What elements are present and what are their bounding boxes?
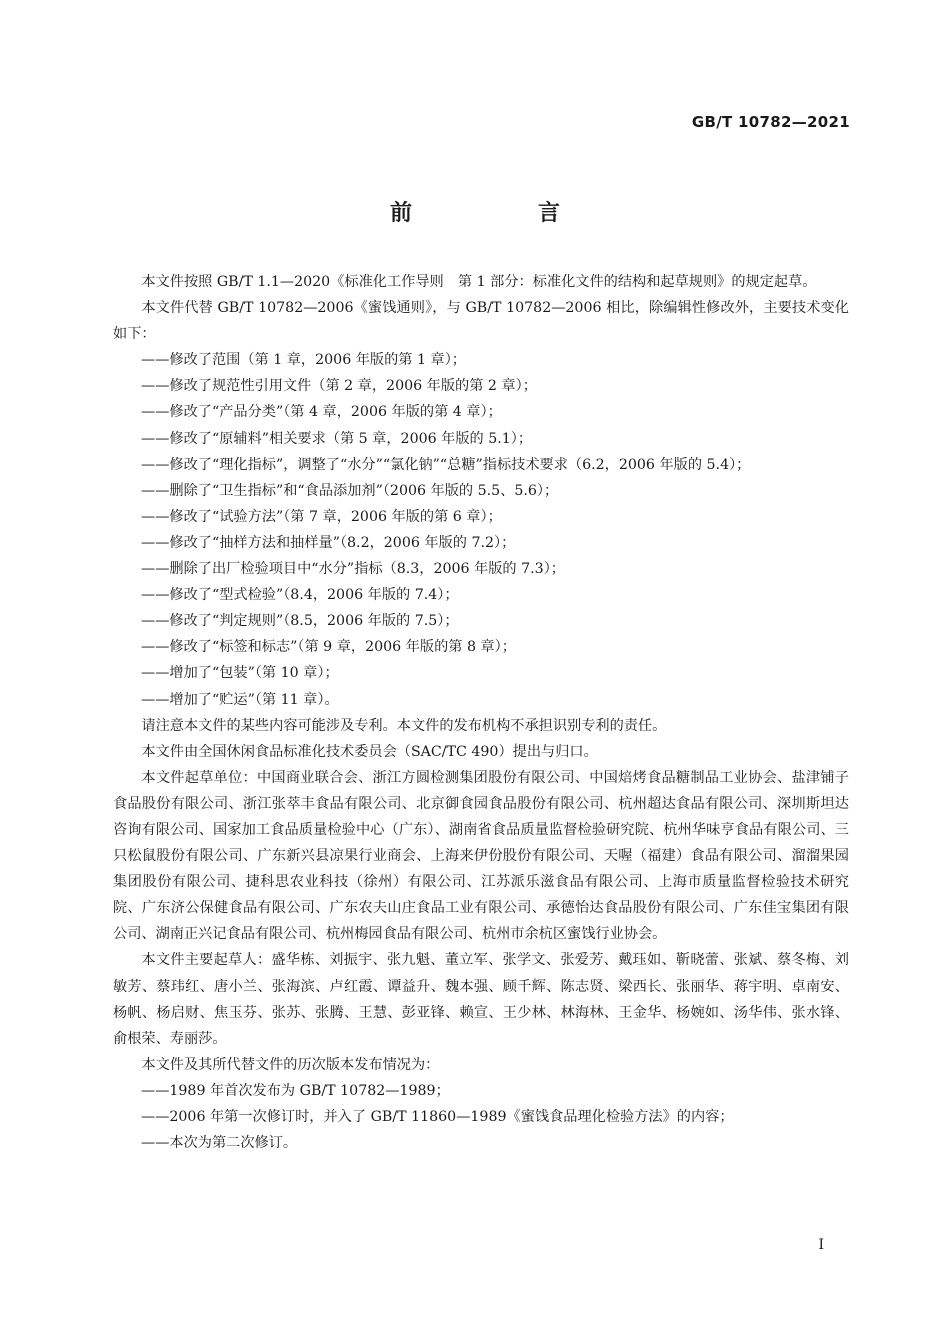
list-item: ——删除了出厂检验项目中“水分”指标（8.3，2006 年版的 7.3）；	[141, 561, 565, 578]
list-item: ——修改了“理化指标”，调整了“水分”“氯化钠”“总糖”指标技术要求（6.2，2006 年版的 5.4）；	[141, 456, 751, 473]
changes-list	[113, 347, 849, 712]
list-item: ——1989 年首次发布为 GB/T 10782—1989；	[141, 1082, 450, 1099]
paragraph-patent-notice: 请注意本文件的某些内容可能涉及专利。本文件的发布机构不承担识别专利的责任。	[141, 717, 667, 734]
list-item: ——增加了“贮运”（第 11 章）。	[141, 691, 339, 708]
paragraph-drafting-units: 本文件起草单位：中国商业联合会、浙江方圆检测集团股份有限公司、中国焙烤食品糖制品工业协会、盐津铺子食品股份有限公司、浙江张萃丰食品有限公司、北京御食园食品股份有限公司、杭州超达食品有限公司、深圳斯坦达咨询有限公司、国家加工食品质量检验中心（广东）、湖南省食品质量监督检验研究院、杭州华味亨食品有限公司、三只松鼠股份有限公司、广东新兴县凉果行业商会、上海来伊份股份有限公司、天喔（福建）食品有限公司、溜溜果园集团股份有限公司、捷科思农业科技（徐州）有限公司、江苏派乐滋食品有限公司、上海市质量监督检验技术研究院、广东济公保健食品有限公司、广东农夫山庄食品工业有限公司、承德怡达食品股份有限公司、广东佳宝集团有限公司、湖南正兴记食品有限公司、杭州梅园食品有限公司、杭州市余杭区蜜饯行业协会。	[113, 769, 849, 943]
list-item: ——删除了“卫生指标”和“食品添加剂”（2006 年版的 5.5、5.6）；	[141, 482, 559, 499]
paragraph-proposer: 本文件由全国休闲食品标准化技术委员会（SAC/TC 490）提出与归口。	[141, 743, 598, 760]
document-body	[113, 269, 849, 1156]
page-title: 前 言	[389, 201, 612, 226]
standard-code: GB/T 10782—2021	[691, 113, 850, 131]
list-item: ——修改了“原辅料”相关要求（第 5 章，2006 年版的 5.1）；	[141, 430, 533, 447]
list-item: ——修改了范围（第 1 章，2006 年版的第 1 章）；	[141, 352, 466, 369]
list-item: ——增加了“包装”（第 10 章）；	[141, 665, 339, 682]
list-item: ——2006 年第一次修订时，并入了 GB/T 11860—1989《蜜饯食品理化检验方法》的内容；	[141, 1109, 734, 1125]
list-item: ——修改了“型式检验”（8.4，2006 年版的 7.4）；	[141, 587, 459, 604]
page-number: I	[818, 1237, 824, 1253]
history-list	[113, 1078, 849, 1156]
paragraph-drafters: 本文件主要起草人：盛华栋、刘振宇、张九魁、董立军、张学文、张爱芳、戴珏如、靳晓蕾、张斌、蔡冬梅、刘敏芳、蔡玮红、唐小兰、张海滨、卢红霞、谭益升、魏本强、顾千辉、陈志贤、梁西长、张丽华、蒋宇明、卓南安、杨帆、杨启财、焦玉芬、张苏、张腾、王慧、彭亚锋、赖宣、王少林、林海林、王金华、杨婉如、汤华伟、张水锋、俞根荣、寿丽莎。	[113, 952, 849, 1047]
list-item: ——修改了“产品分类”（第 4 章，2006 年版的第 4 章）；	[141, 404, 502, 421]
list-item: ——修改了“标签和标志”（第 9 章，2006 年版的第 8 章）；	[141, 639, 516, 656]
list-item: ——修改了“判定规则”（8.5，2006 年版的 7.5）；	[141, 613, 459, 630]
paragraph-replacement: 本文件代替 GB/T 10782—2006《蜜饯通则》，与 GB/T 10782—2006 相比，除编辑性修改外，主要技术变化如下：	[113, 300, 849, 343]
paragraph-version-history: 本文件及其所代替文件的历次版本发布情况为：	[141, 1056, 440, 1073]
list-item: ——修改了“抽样方法和抽样量”（8.2，2006 年版的 7.2）；	[141, 534, 516, 551]
list-item: ——本次为第二次修订。	[141, 1135, 298, 1152]
paragraph-drafting-rules: 本文件按照 GB/T 1.1—2020《标准化工作导则 第 1 部分：标准化文件的结构和起草规则》的规定起草。	[141, 274, 817, 290]
list-item: ——修改了规范性引用文件（第 2 章，2006 年版的第 2 章）；	[141, 378, 537, 395]
list-item: ——修改了“试验方法”（第 7 章，2006 年版的第 6 章）；	[141, 508, 502, 525]
